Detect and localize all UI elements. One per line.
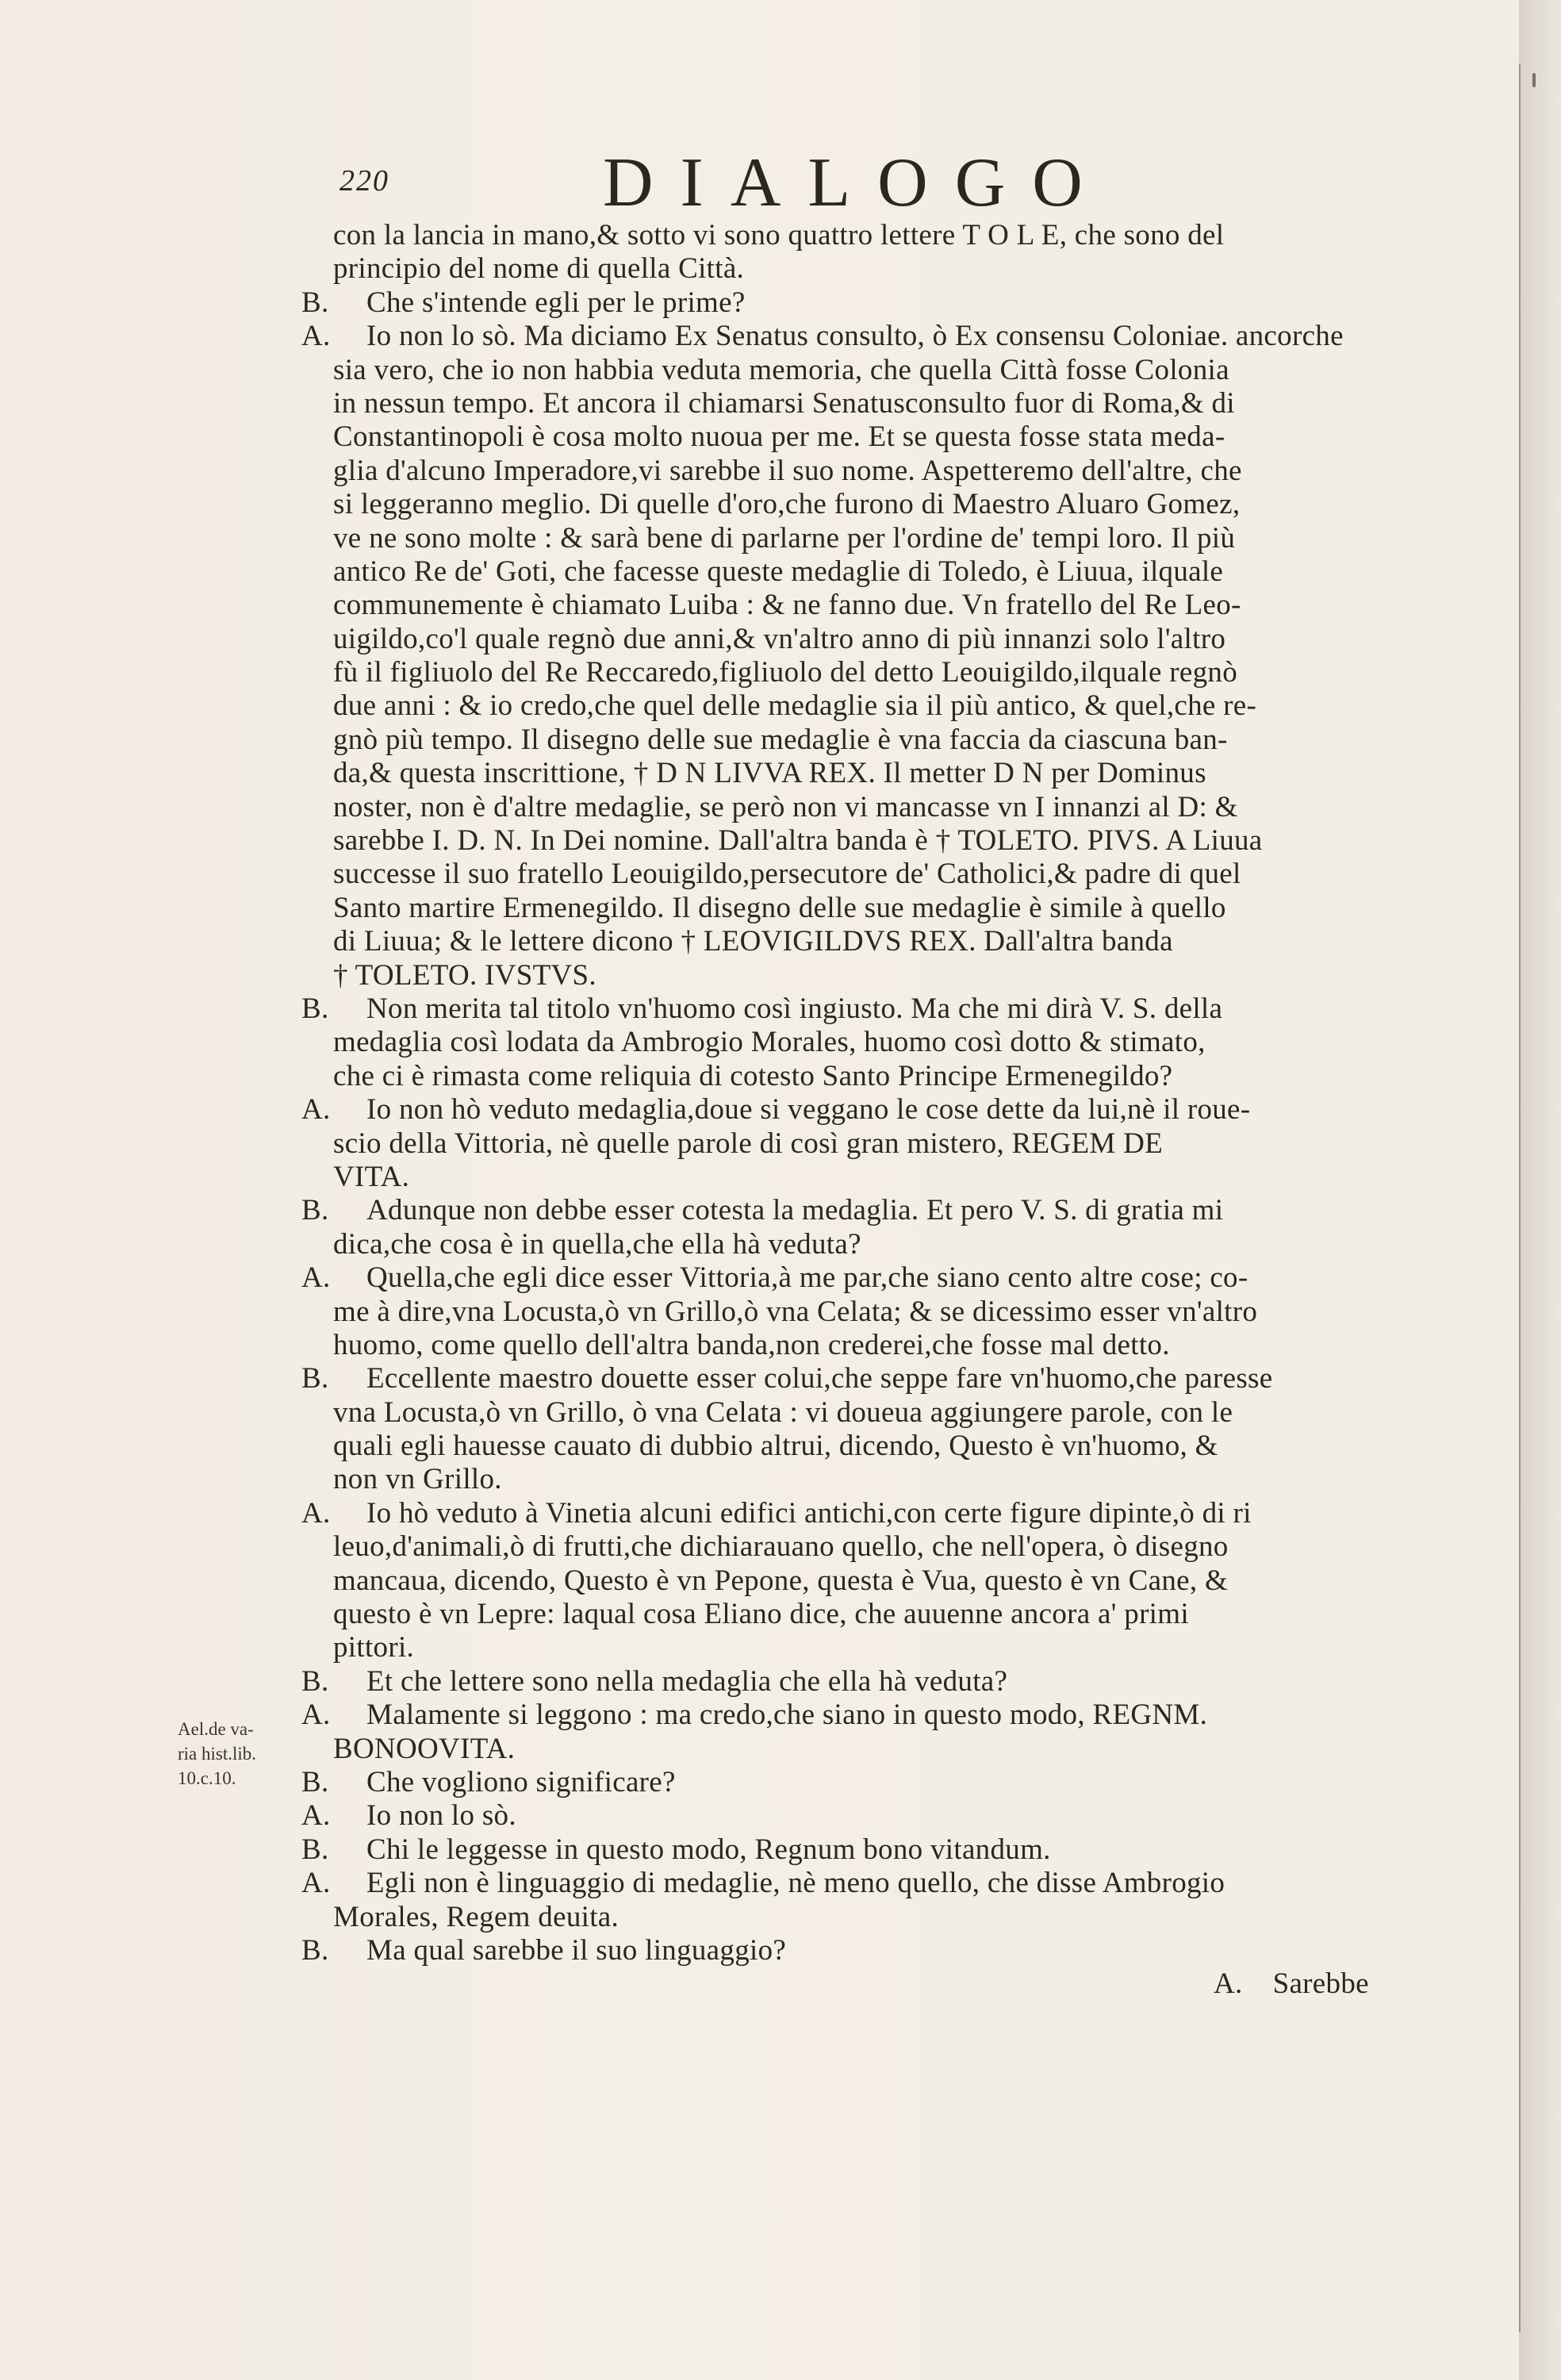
page-number: 220 [339, 164, 389, 198]
margin-note-line: 10.c.10. [178, 1768, 236, 1788]
text-line [301, 1127, 1444, 1161]
line-text: pittori. [333, 1631, 415, 1664]
line-text: Constantinopoli è cosa molto nuoua per me. Et se questa fosse stata meda- [333, 420, 1225, 454]
text-line [301, 689, 1444, 723]
text-line [301, 219, 1444, 252]
text-line [301, 1833, 1444, 1867]
line-text: Io non lo sò. Ma diciamo Ex Senatus consulto, ò Ex consensu Coloniae. ancorche [366, 320, 1344, 353]
text-line [301, 1161, 1444, 1194]
line-text: Io non lo sò. [366, 1799, 516, 1833]
line-text: principio del nome di quella Città. [333, 252, 745, 286]
line-text: Che vogliono significare? [366, 1765, 676, 1798]
text-line [301, 1362, 1444, 1395]
line-text: medaglia così lodata da Ambrogio Morales, huomo così dotto & stimato, [333, 1026, 1206, 1059]
page-edge-line [1519, 63, 1521, 2332]
line-text: fù il figliuolo del Re Reccaredo,figliuolo del detto Leouigildo,ilquale regnò [333, 656, 1238, 689]
text-line [301, 1093, 1444, 1127]
text-line [301, 1060, 1444, 1093]
speaker-label: A. [301, 1799, 331, 1833]
catchword-speaker: A. [1214, 1967, 1243, 2001]
speaker-label: A. [301, 1093, 331, 1127]
line-text: di Liuua; & le lettere dicono † LEOVIGILDVS REX. Dall'altra banda [333, 925, 1173, 958]
text-line [301, 320, 1444, 353]
page-edge [1519, 0, 1561, 2380]
line-text: Io hò veduto à Vinetia alcuni edifici antichi,con certe figure dipinte,ò di ri [366, 1496, 1252, 1530]
line-text: Ma qual sarebbe il suo linguaggio? [366, 1933, 787, 1967]
line-text: Adunque non debbe esser cotesta la medaglia. Et pero V. S. di gratia mi [366, 1194, 1224, 1227]
text-line [301, 1733, 1444, 1766]
line-text: successe il suo fratello Leouigildo,persecutore de' Catholici,& padre di quel [333, 858, 1241, 891]
text-line [301, 1430, 1444, 1463]
text-line [301, 555, 1444, 589]
speaker-label: A. [301, 320, 331, 353]
text-line [301, 1261, 1444, 1295]
text-line [301, 623, 1444, 656]
speaker-label: B. [301, 286, 329, 319]
text-line [301, 589, 1444, 622]
text-line [301, 1329, 1444, 1362]
line-text: questo è vn Lepre: laqual cosa Eliano dice, che auuenne ancora a' primi [333, 1598, 1189, 1631]
text-line [301, 488, 1444, 521]
text-line [301, 925, 1444, 958]
line-text: dica,che cosa è in quella,che ella hà veduta? [333, 1227, 861, 1261]
line-text: Non merita tal titolo vn'huomo così ingiusto. Ma che mi dirà V. S. della [366, 992, 1223, 1025]
text-line [301, 1396, 1444, 1430]
text-line [301, 1934, 1444, 1967]
margin-note-line: Ael.de va- [178, 1719, 254, 1739]
line-text: Io non hò veduto medaglia,doue si veggano le cose dette da lui,nè il roue- [366, 1093, 1251, 1127]
text-line [301, 420, 1444, 454]
line-text: Malamente si leggono : ma credo,che siano in questo modo, REGNM. [366, 1699, 1208, 1732]
text-line [301, 656, 1444, 689]
line-text: vna Locusta,ò vn Grillo, ò vna Celata : vi doueua aggiungere parole, con le [333, 1395, 1233, 1429]
text-line [301, 1564, 1444, 1598]
text-line [301, 252, 1444, 286]
text-line [301, 992, 1444, 1026]
line-text: che ci è rimasta come reliquia di cotesto Santo Principe Ermenegildo? [333, 1059, 1173, 1092]
text-line [301, 892, 1444, 925]
text-line [301, 455, 1444, 488]
text-line [301, 1026, 1444, 1059]
line-text: Santo martire Ermenegildo. Il disegno delle sue medaglie è simile à quello [333, 891, 1226, 924]
text-line [301, 959, 1444, 992]
catchword-line [301, 1967, 1444, 2001]
text-line [301, 1598, 1444, 1631]
text-line [301, 1194, 1444, 1227]
line-text: huomo, come quello dell'altra banda,non crederei,che fosse mal detto. [333, 1328, 1170, 1361]
line-text: sarebbe I. D. N. In Dei nomine. Dall'altra banda è † TOLETO. PIVS. A Liuua [333, 824, 1263, 858]
line-text: due anni : & io credo,che quel delle medaglie sia il più antico, & quel,che re- [333, 689, 1257, 723]
line-text: noster, non è d'altre medaglie, se però non vi mancasse vn I innanzi al D: & [333, 790, 1238, 823]
text-line [301, 1463, 1444, 1496]
text-line [301, 1631, 1444, 1664]
text-line [301, 824, 1444, 858]
text-line [301, 522, 1444, 555]
speaker-label: A. [301, 1867, 331, 1900]
speaker-label: B. [301, 1664, 329, 1698]
line-text: mancaua, dicendo, Questo è vn Pepone, questa è Vua, questo è vn Cane, & [333, 1564, 1229, 1597]
margin-note [178, 1717, 289, 1791]
text-line [301, 858, 1444, 891]
line-text: Morales, Regem deuita. [333, 1900, 619, 1933]
speaker-label: B. [301, 1833, 329, 1866]
line-text: antico Re de' Goti, che facesse queste medaglie di Toledo, è Liuua, ilquale [333, 555, 1224, 588]
speaker-label: B. [301, 992, 329, 1025]
text-line [301, 757, 1444, 790]
line-text: † TOLETO. IVSTVS. [333, 958, 596, 992]
speaker-label: A. [301, 1261, 331, 1295]
speaker-label: B. [301, 1362, 329, 1395]
line-text: me à dire,vna Locusta,ò vn Grillo,ò vna Celata; & se dicessimo esser vn'altro [333, 1295, 1258, 1328]
text-line [301, 1766, 1444, 1799]
text-line [301, 1228, 1444, 1261]
line-text: leuo,d'animali,ò di frutti,che dichiarauano quello, che nell'opera, ò disegno [333, 1530, 1229, 1564]
line-text: Et che lettere sono nella medaglia che ella hà veduta? [366, 1664, 1008, 1698]
line-text: non vn Grillo. [333, 1463, 502, 1496]
speaker-label: B. [301, 1765, 329, 1798]
text-line [301, 286, 1444, 320]
line-text: scio della Vittoria, nè quelle parole di così gran mistero, REGEM DE [333, 1127, 1164, 1160]
line-text: si leggeranno meglio. Di quelle d'oro,che furono di Maestro Aluaro Gomez, [333, 488, 1241, 521]
line-text: VITA. [333, 1160, 410, 1193]
text-line [301, 724, 1444, 757]
speaker-label: A. [301, 1496, 331, 1530]
line-text: con la lancia in mano,& sotto vi sono quattro lettere T O L E, che sono del [333, 219, 1225, 251]
text-line [301, 1296, 1444, 1329]
text-line [301, 1497, 1444, 1530]
line-text: Eccellente maestro douette esser colui,che seppe fare vn'huomo,che paresse [366, 1362, 1273, 1395]
line-text: in nessun tempo. Et ancora il chiamarsi Senatusconsulto fuor di Roma,& di [333, 386, 1235, 420]
page-header [0, 143, 1519, 222]
speaker-label: B. [301, 1933, 329, 1967]
line-text: ve ne sono molte : & sarà bene di parlarne per l'ordine de' tempi loro. Il più [333, 521, 1236, 555]
text-line [301, 1901, 1444, 1934]
text-line [301, 1799, 1444, 1833]
line-text: uigildo,co'l quale regnò due anni,& vn'altro anno di più innanzi solo l'altro [333, 622, 1226, 655]
speaker-label: B. [301, 1194, 329, 1227]
line-text: gnò più tempo. Il disegno delle sue medaglie è vna faccia da ciascuna ban- [333, 723, 1228, 756]
dialogue-text [301, 219, 1444, 2002]
running-title: DIALOGO [603, 144, 1110, 221]
text-line [301, 1699, 1444, 1732]
line-text: Chi le leggesse in questo modo, Regnum bono vitandum. [366, 1833, 1051, 1866]
text-line [301, 354, 1444, 387]
line-text: da,& questa inscrittione, † D N LIVVA REX. Il metter D N per Dominus [333, 757, 1206, 790]
line-text: communemente è chiamato Luiba : & ne fanno due. Vn fratello del Re Leo- [333, 589, 1241, 622]
line-text: glia d'alcuno Imperadore,vi sarebbe il suo nome. Aspetteremo dell'altre, che [333, 454, 1242, 487]
line-text: Che s'intende egli per le prime? [366, 286, 746, 319]
text-line [301, 1867, 1444, 1900]
line-text: BONOOVITA. [333, 1732, 516, 1765]
line-text: quali egli hauesse cauato di dubbio altrui, dicendo, Questo è vn'huomo, & [333, 1430, 1218, 1463]
line-text: Quella,che egli dice esser Vittoria,à me par,che siano cento altre cose; co- [366, 1261, 1248, 1295]
edge-mark [1532, 73, 1536, 87]
catchword-word: Sarebbe [1272, 1967, 1369, 2001]
margin-note-line: ria hist.lib. [178, 1744, 257, 1764]
line-text: Egli non è linguaggio di medaglie, nè meno quello, che disse Ambrogio [366, 1867, 1225, 1900]
speaker-label: A. [301, 1699, 331, 1732]
text-line [301, 1665, 1444, 1699]
text-line [301, 1530, 1444, 1564]
text-line [301, 791, 1444, 824]
catchword [1214, 1967, 1369, 2001]
line-text: sia vero, che io non habbia veduta memoria, che quella Città fosse Colonia [333, 353, 1229, 386]
text-line [301, 387, 1444, 420]
